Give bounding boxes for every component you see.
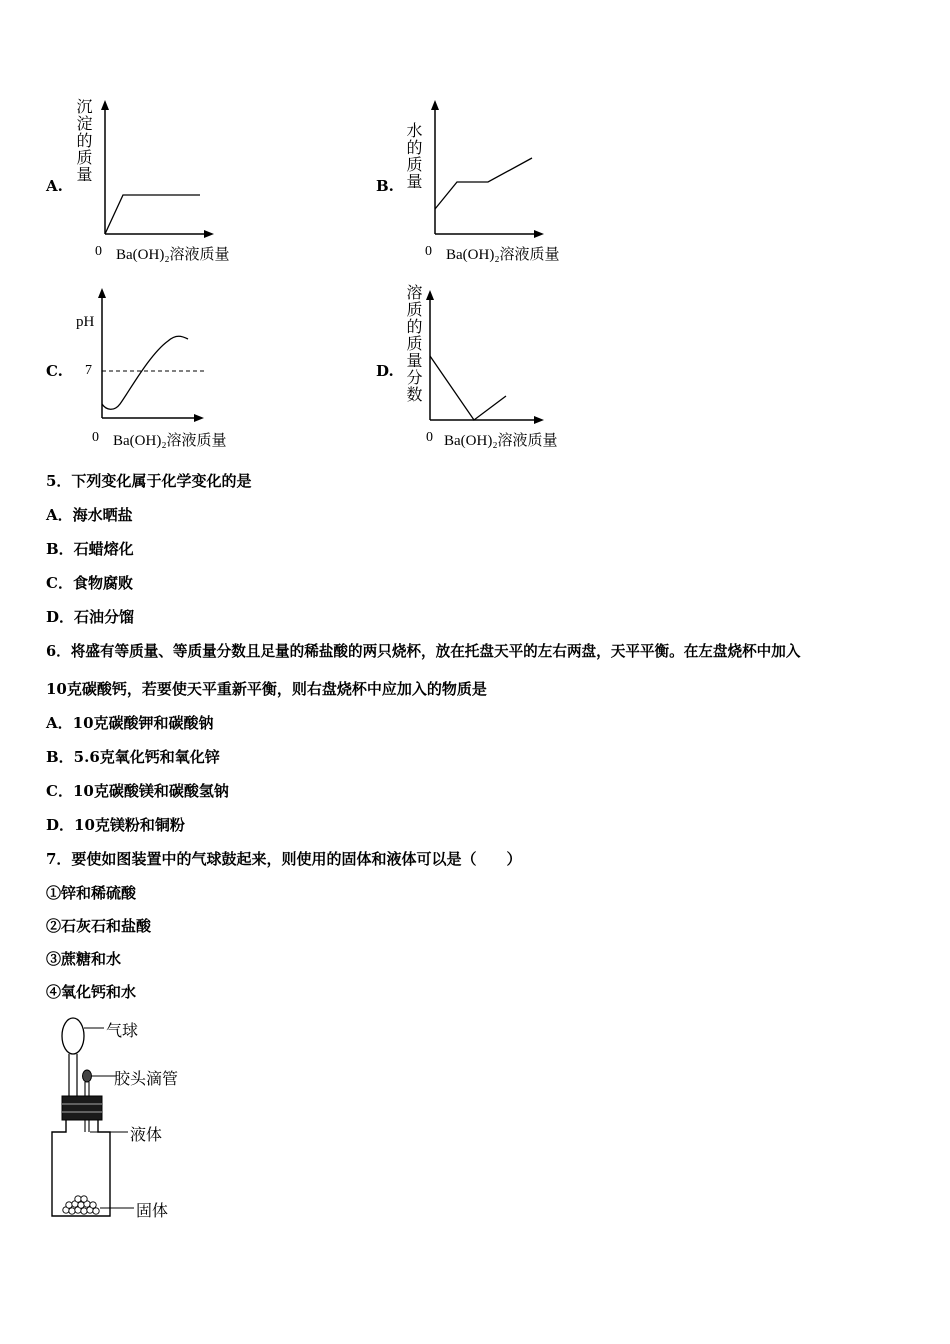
x-axis-arrow: [534, 416, 544, 424]
graph-c-xlabel: Ba(OH)₂溶液质量: [113, 433, 227, 449]
x-axis-arrow: [534, 230, 544, 238]
q5-option-b: B．石蜡熔化: [46, 540, 134, 558]
q6-option-b: B．5.6克氧化钙和氧化锌: [46, 748, 220, 766]
q7-option-4: ④氧化钙和水: [46, 983, 137, 1001]
graph-c: [70, 284, 270, 454]
dropper-label: 胶头滴管: [114, 1069, 179, 1088]
q5-option-a: A．海水晒盐: [46, 506, 133, 524]
graph-c-ref-value: 7: [85, 363, 92, 378]
curve: [430, 356, 506, 420]
graph-a-letter: A.: [46, 177, 63, 195]
graph-b: [400, 98, 600, 268]
y-axis-arrow: [101, 100, 109, 110]
graph-d: [400, 284, 600, 454]
q5-option-c: C．食物腐败: [46, 574, 133, 592]
dropper-bulb: [83, 1070, 92, 1082]
q7-stem: 7．要使如图装置中的气球鼓起来，则使用的固体和液体可以是（ ）: [46, 850, 522, 868]
y-axis-arrow: [98, 288, 106, 298]
curve: [435, 158, 532, 209]
graph-a-ylabel: 沉淀的质量: [74, 98, 93, 183]
q6-stem-line1: 6．将盛有等质量、等质量分数且足量的稀盐酸的两只烧杯，放在托盘天平的左右两盘，天平平衡。在左盘烧杯中加入: [46, 643, 801, 660]
graph-d-origin: 0: [426, 430, 433, 445]
liquid-label: 液体: [130, 1125, 163, 1144]
y-axis-arrow: [431, 100, 439, 110]
q6-stem-line2: 10克碳酸钙，若要使天平重新平衡，则右盘烧杯中应加入的物质是: [46, 680, 487, 698]
balloon-label: 气球: [106, 1021, 139, 1040]
q6-option-c: C．10克碳酸镁和碳酸氢钠: [46, 782, 229, 800]
graph-c-letter: C.: [46, 362, 63, 380]
q5-stem: 5．下列变化属于化学变化的是: [46, 472, 252, 490]
graph-b-origin: 0: [425, 244, 432, 259]
graph-b-xlabel: Ba(OH)₂溶液质量: [446, 247, 560, 263]
graph-b-letter: B.: [376, 177, 394, 195]
curve: [102, 336, 188, 409]
graph-a-origin: 0: [95, 244, 102, 259]
apparatus-diagram: [40, 1012, 260, 1227]
graph-c-origin: 0: [92, 430, 99, 445]
graph-c-ylabel: pH: [76, 314, 95, 330]
balloon-shape: [62, 1018, 84, 1054]
graph-d-ylabel: 溶质的质量分数: [404, 284, 423, 403]
curve: [105, 195, 200, 234]
x-axis-arrow: [194, 414, 204, 422]
q6-option-d: D．10克镁粉和铜粉: [46, 816, 185, 834]
x-axis-arrow: [204, 230, 214, 238]
graph-b-ylabel: 水的质量: [404, 122, 423, 190]
apparatus-drawing: [40, 1012, 260, 1227]
q7-option-1: ①锌和稀硫酸: [46, 884, 137, 902]
solid-particles: [63, 1196, 99, 1214]
graph-a-xlabel: Ba(OH)₂溶液质量: [116, 247, 230, 263]
solid-label: 固体: [136, 1201, 169, 1220]
q6-option-a: A．10克碳酸钾和碳酸钠: [46, 714, 214, 732]
graph-d-xlabel: Ba(OH)₂溶液质量: [444, 433, 558, 449]
graph-a: [70, 98, 270, 268]
q5-option-d: D．石油分馏: [46, 608, 135, 626]
y-axis-arrow: [426, 290, 434, 300]
graph-d-letter: D.: [376, 362, 394, 380]
stopper: [62, 1096, 102, 1120]
q7-option-3: ③蔗糖和水: [46, 950, 122, 968]
q7-option-2: ②石灰石和盐酸: [46, 917, 152, 935]
